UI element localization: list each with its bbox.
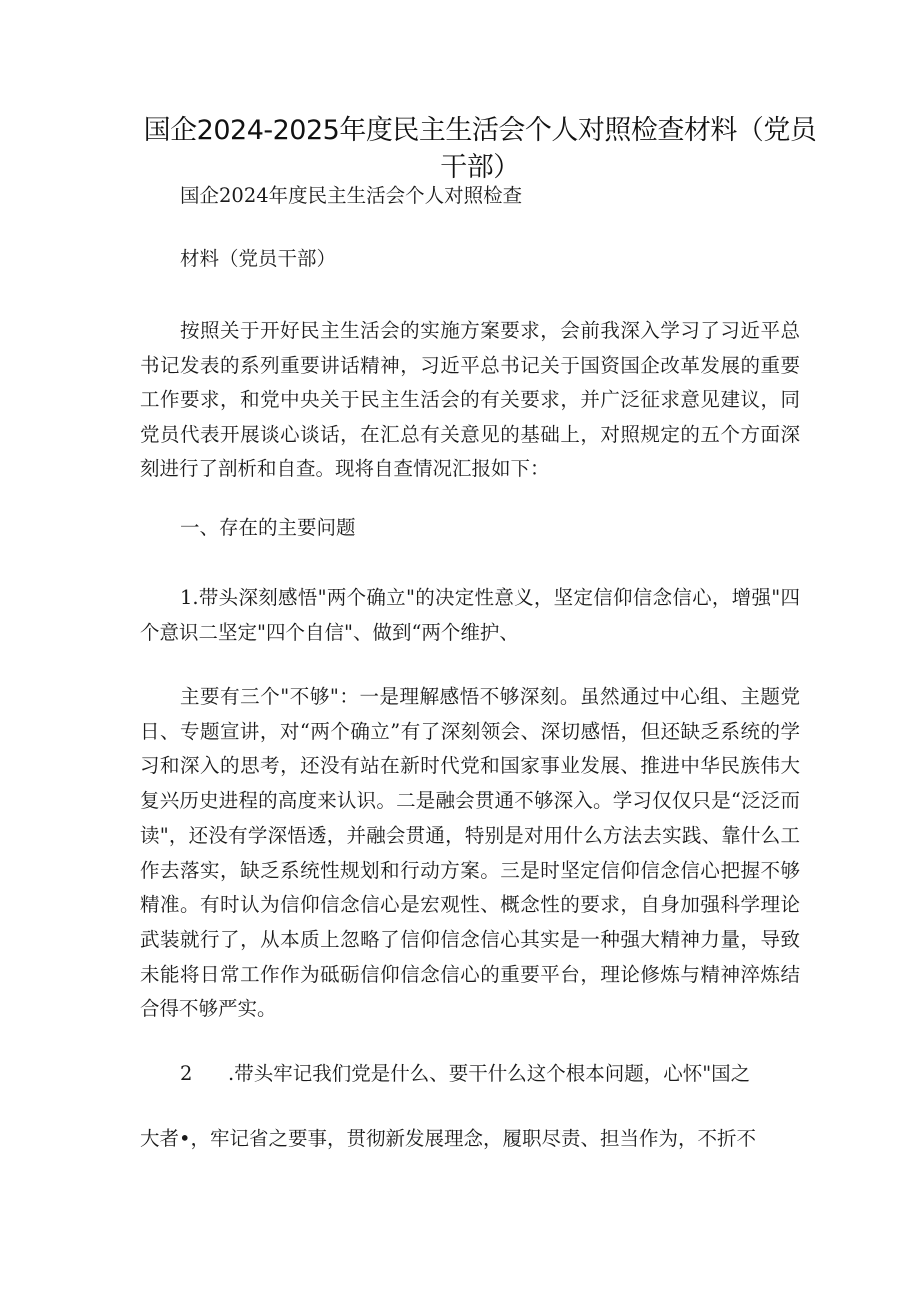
item-1-heading: 1.带头深刻感悟"两个确立"的决定性意义，坚定信仰信念信心，增强"四个意识二坚定"四个自信"、做到“两个维护、 (140, 586, 800, 644)
subtitle-line-2: 材料（党员干部） (180, 247, 337, 270)
item-1-detail-paragraph: 主要有三个"不够"：一是理解感悟不够深刻。虽然通过中心组、主题党日、专题宣讲，对“两个确立”有了深刻领会、深切感悟，但还缺乏系统的学习和深入的思考，还没有站在新时代党和国家事业发展、推进中华民族伟大复兴历史进程的高度来认识。二是融会贯通不够深入。学习仅仅只是“泛泛而读"，还没有学深悟透，并融会贯通，特别是对用什么方法去实践、靠什么工作去落实，缺乏系统性规划和行动方案。三是时坚定信仰信念信心把握不够精准。有时认为信仰信念信心是宏观性、概念性的要求，自身加强科学理论武装就行了，从本质上忽略了信仰信念信心其实是一种强大精神力量，导致未能将日常工作作为砥砺信仰信念信心的重要平台，理论修炼与精神淬炼结合得不够严实。 (140, 685, 800, 1021)
subtitle-line-1: 国企2024年度民主生活会个人对照检查 (180, 184, 523, 207)
item-2-continuation: 大者•，牢记省之要事，贯彻新发展理念，履职尽责、担当作为，不折不 (140, 1127, 757, 1150)
item-2-number: 2 (180, 1062, 193, 1085)
item-2-text: .带头牢记我们党是什么、要干什么这个根本问题，心怀"国之 (228, 1062, 751, 1085)
document-title: 国企2024-2025年度民主生活会个人对照检查材料（党员干部） (143, 115, 817, 183)
intro-paragraph: 按照关于开好民主生活会的实施方案要求，会前我深入学习了习近平总书记发表的系列重要讲话精神，习近平总书记关于国资国企改革发展的重要工作要求，和党中央关于民主生活会的有关要求，并广泛征求意见建议，同党员代表开展谈心谈话，在汇总有关意见的基础上，对照规定的五个方面深刻进行了剖析和自查。现将自查情况汇报如下： (140, 319, 800, 480)
item-2-heading (140, 1059, 800, 1089)
section-heading: 一、存在的主要问题 (180, 516, 356, 539)
